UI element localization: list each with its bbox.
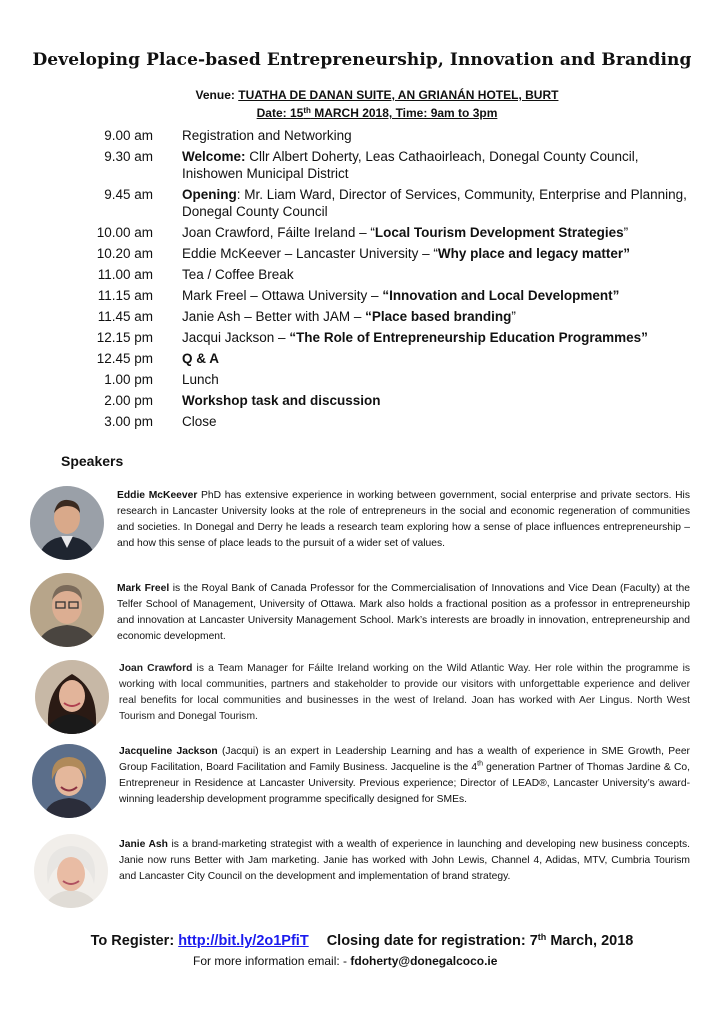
agenda-desc — [182, 148, 700, 182]
agenda-desc — [182, 350, 700, 367]
agenda-bold: Opening — [182, 187, 237, 202]
speaker-bio-text: is a Team Manager for Fáilte Ireland working on the Wild Atlantic Way. Her role within the programme is working with local communities, partners and stakeholder to provide our visitors with unforgettable experience and deliver real benefits for local communities and businesses in the west of Ireland. Joan has worked with Aer Lingus. North West Tourism and Donegal Tourism. — [119, 663, 691, 722]
agenda-row — [80, 148, 700, 182]
closing-date-suffix: March, 2018 — [546, 933, 634, 949]
register-link[interactable]: http://bit.ly/2o1PfiT — [178, 933, 309, 949]
agenda-text: Registration and Networking — [182, 128, 352, 143]
closing-date-prefix: Closing date for registration: 7 — [326, 933, 538, 949]
agenda-row — [80, 287, 700, 304]
agenda-row — [80, 266, 700, 283]
agenda-text: Tea / Coffee Break — [182, 267, 294, 282]
speaker-bio-text: is the Royal Bank of Canada Professor for the Commercialisation of Innovations and Vice Dean (Faculty) at the Telfer School of Management, University of Ottawa. Mark also holds a fractional position as a professor in entrepreneurship and innovation at Lancaster University Management School. Mark’s interests are broadly in innovation, entrepreneurship and economic development. — [117, 583, 690, 642]
agenda-text: Mark Freel – Ottawa University – — [182, 288, 383, 303]
speaker-photo — [35, 660, 109, 734]
venue-line — [0, 88, 724, 102]
speaker-name: Janie Ash — [119, 839, 168, 850]
agenda-text: Eddie McKeever – Lancaster University – “ — [182, 246, 438, 261]
speaker-bio — [117, 581, 690, 645]
agenda-bold: Workshop task and discussion — [182, 393, 381, 408]
agenda-text: ” — [623, 225, 629, 240]
agenda-text: Lunch — [182, 372, 219, 387]
agenda-row — [80, 245, 700, 262]
agenda-desc — [182, 371, 700, 388]
register-line — [0, 933, 724, 949]
speakers-heading: Speakers — [61, 453, 124, 469]
contact-info — [193, 954, 497, 968]
agenda-bold: Q & A — [182, 351, 219, 366]
page-title: Developing Place-based Entrepreneurship, Innovation and Branding — [32, 50, 692, 70]
agenda-row — [80, 329, 700, 346]
speaker-photo — [32, 744, 106, 818]
agenda-time: 11.45 am — [97, 309, 153, 324]
speaker-bio-text: is a brand-marketing strategist with a wealth of experience in launching and developing new business concepts. Janie now runs Better with Jam marketing. Janie has worked with John Lewis, Channel 4, Adidas, MTV, Cumbria Tourism and Lancaster City Council on the development and implementation of brand strategy. — [119, 839, 691, 882]
venue-value: TUATHA DE DANAN SUITE, AN GRIANÁN HOTEL, BURT — [238, 88, 559, 102]
speaker-bio — [119, 837, 690, 885]
agenda-text: Jacqui Jackson – — [182, 330, 290, 345]
agenda-text: Close — [182, 414, 217, 429]
agenda-desc — [182, 413, 700, 430]
agenda-desc — [182, 224, 700, 241]
speaker-bio-text: (Jacqui) is an expert in Leadership Learning and has a wealth of experience in SME Growth, Peer Group Facilitation, Board Facilitation and Family Business. Jacqueline is the 4 — [119, 746, 690, 773]
agenda-time: 9.45 am — [104, 187, 153, 202]
agenda-bold: Welcome: — [182, 149, 246, 164]
agenda-time: 9.00 am — [104, 128, 153, 143]
speaker-bio — [119, 661, 690, 725]
agenda-bold: “The Role of Entrepreneurship Education Programmes” — [289, 330, 648, 345]
date-suffix: MARCH 2018, Time: 9am to 3pm — [310, 106, 498, 120]
speaker-bio-text: generation Partner of Thomas Jardine & Co, Entrepreneur in Residence at Lancaster University. Previous experience; Director of LEAD®, Lancaster University’s award-winning leadership development programme specifically designed for SMEs. — [119, 762, 690, 805]
agenda-time: 10.20 am — [96, 246, 153, 261]
speaker-name: Mark Freel — [117, 583, 170, 594]
speaker-photo — [34, 834, 108, 908]
agenda-time: 3.00 pm — [104, 414, 153, 429]
agenda-text: : Mr. Liam Ward, Director of Services, Community, Enterprise and Planning, Donegal County Council — [182, 187, 687, 219]
speaker-name: Jacqueline Jackson — [119, 746, 218, 757]
speaker-bio — [119, 744, 690, 808]
agenda-bold: “Innovation and Local Development” — [382, 288, 620, 303]
agenda-time: 11.00 am — [97, 267, 153, 282]
agenda-time: 11.15 am — [97, 288, 153, 303]
speaker-bio — [117, 488, 690, 552]
agenda-text: Joan Crawford, Fáilte Ireland – “ — [182, 225, 375, 240]
agenda-row — [80, 413, 700, 430]
agenda-text: Janie Ash – Better with JAM – — [182, 309, 366, 324]
agenda-row — [80, 371, 700, 388]
agenda-desc — [182, 245, 700, 262]
agenda-desc — [182, 329, 700, 346]
speaker-bio-sup: th — [477, 760, 483, 768]
agenda-row — [80, 127, 700, 144]
date-line — [0, 106, 724, 120]
agenda-text: ” — [511, 309, 516, 324]
agenda-text: Cllr Albert Doherty, Leas Cathaoirleach, Donegal County Council, Inishowen Municipal District — [182, 149, 639, 181]
speaker-name: Joan Crawford — [119, 663, 193, 674]
agenda-bold: “Place based branding — [365, 309, 512, 324]
agenda-row — [80, 186, 700, 220]
closing-date-sup: th — [537, 932, 547, 942]
contact-email[interactable]: fdoherty@donegalcoco.ie — [350, 954, 498, 968]
agenda-desc — [182, 308, 700, 325]
speaker-photo — [30, 486, 104, 560]
agenda-time: 10.00 am — [96, 225, 153, 240]
speaker-bio-text: PhD has extensive experience in working between government, social enterprise and private sectors. His research in Lancaster University looks at the role of entrepreneurs in the social and economic regeneration of communities and societies. In Donegal and Derry he leads a research team exploring how a sense of place influences entrepreneurship – and how this sense of place leads to the pursuit of a wider set of values. — [117, 490, 690, 549]
agenda-desc — [182, 287, 700, 304]
agenda-desc — [182, 186, 700, 220]
agenda-list — [80, 127, 700, 434]
register-label: To Register: — [90, 933, 175, 949]
agenda-row — [80, 308, 700, 325]
speaker-name: Eddie McKeever — [117, 490, 198, 501]
agenda-time: 12.45 pm — [96, 351, 153, 366]
agenda-row — [80, 392, 700, 409]
venue-label: Venue: — [195, 88, 235, 102]
agenda-bold: Local Tourism Development Strategies — [374, 225, 624, 240]
agenda-row — [80, 224, 700, 241]
agenda-time: 12.15 pm — [96, 330, 153, 345]
agenda-row — [80, 350, 700, 367]
agenda-time: 1.00 pm — [104, 372, 153, 387]
date-prefix: Date: 15 — [256, 106, 304, 120]
agenda-desc — [182, 127, 700, 144]
contact-text: For more information email: - — [193, 954, 351, 968]
agenda-bold: Why place and legacy matter” — [437, 246, 630, 261]
speaker-photo — [30, 573, 104, 647]
date-sup: th — [303, 106, 311, 115]
agenda-time: 9.30 am — [104, 149, 153, 164]
agenda-desc — [182, 392, 700, 409]
agenda-desc — [182, 266, 700, 283]
agenda-time: 2.00 pm — [104, 393, 153, 408]
